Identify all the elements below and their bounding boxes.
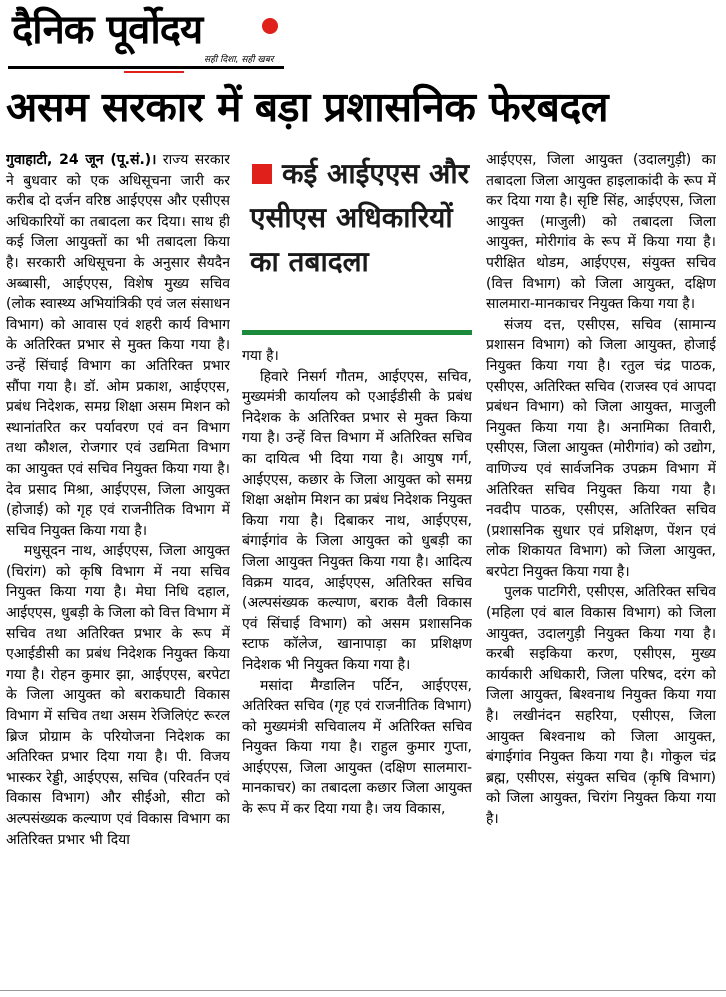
article-paragraph: मधुसूदन नाथ, आईएएस, जिला आयुक्त (चिरांग) को कृषि विभाग में नया सचिव नियुक्त किया गया है। मेघा निधि दहाल, आईएएस, धुबड़ी के जिला को वित्त विभाग में सचिव तथा अतिरिक्त प्रभार के रूप में एआईडीसी का प्रबंध निदेशक नियुक्त किया गया है। रोहन कुमार झा, आईएएस, बरपेटा के जिला आयुक्त को बराकघाटी विकास विभाग में सचिव तथा असम रेजिलिएंट रूरल ब्रिज प्रोग्राम के परियोजना निदेशक का अतिरिक्त प्रभार दिया गया है। पी. विजय भास्कर रेड्डी, आईएएस, सचिव (परिवर्तन एवं विकास विभाग) और सीईओ, सीटा को अल्पसंख्यक कल्याण एवं विकास विभाग का अतिरिक्त प्रभार भी दिया <box>6 543 230 848</box>
masthead <box>8 4 284 74</box>
article-column-2 <box>242 346 472 986</box>
newspaper-logo: दैनिक पूर्वोदय <box>12 7 203 53</box>
article-paragraph: आईएएस, जिला आयुक्त (उदालगुड़ी) का तबादला जिला आयुक्त हाइलाकांदी के रूप में कर दिया गया है। सृष्टि सिंह, आईएएस, जिला आयुक्त (माजुली) को तबादला जिला आयुक्त, मोरीगांव के रूप में किया गया है। परीक्षित थोडम, आईएएस, संयुक्त सचिव (वित्त विभाग) को जिला आयुक्त, दक्षिण सालमारा-मानकाचर नियुक्त किया गया है। <box>486 152 716 313</box>
article-paragraph: गया है। <box>242 348 279 364</box>
article-paragraph <box>6 150 230 541</box>
bottom-divider <box>0 990 726 991</box>
article-column-3 <box>486 150 716 986</box>
logo-tagline: सही दिशा, सही खबर <box>204 55 274 65</box>
subheadline: कई आईएएस और एसीएस अधिकारियों का तबादला <box>250 157 470 278</box>
article-paragraph: पुलक पाटगिरी, एसीएस, अतिरिक्त सचिव (महिला एवं बाल विकास विभाग) को जिला आयुक्त, उदालगुड़ी नियुक्त किया गया है। करबी सइकिया करण, एसीएस, मुख्य कार्यकारी अधिकारी, जिला परिषद, दरंग को जिला आयुक्त, बिश्वनाथ नियुक्त किया गया है। लखीनंदन सहरिया, एसीएस, जिला आयुक्त बिश्वनाथ को जिला आयुक्त, बंगाईगांव नियुक्त किया गया है। गोकुल चंद्र ब्रह्म, एसीएस, संयुक्त सचिव (कृषि विभाग) को जिला आयुक्त, चिरांग नियुक्त किया गया है। <box>486 584 716 827</box>
article-paragraph: संजय दत्त, एसीएस, सचिव (सामान्य प्रशासन विभाग) को जिला आयुक्त, होजाई नियुक्त किया गया है। रतुल चंद्र पाठक, एसीएस, अतिरिक्त सचिव (राजस्व एवं आपदा प्रबंधन विभाग) को जिला आयुक्त, माजुली नियुक्त किया गया है। अनामिका तिवारी, एसीएस, जिला आयुक्त (मोरीगांव) को उद्योग, वाणिज्य एवं सार्वजनिक उपक्रम विभाग में अतिरिक्त सचिव नियुक्त किया गया है। नवदीप पाठक, एसीएस, अतिरिक्त सचिव (प्रशासनिक सुधार एवं प्रशिक्षण, पेंशन एवं लोक शिकायत विभाग) को जिला आयुक्त, बरपेटा नियुक्त किया गया है। <box>486 316 716 580</box>
dateline: गुवाहाटी, 24 जून (पू.सं.)। <box>6 152 157 168</box>
headline: असम सरकार में बड़ा प्रशासनिक फेरबदल <box>6 83 609 131</box>
masthead-rule <box>8 66 284 69</box>
article-column-1 <box>6 150 230 980</box>
article-paragraph: हिवारे निसर्ग गौतम, आईएएस, सचिव, मुख्यमंत्री कार्यालय को एआईडीसी के प्रबंध निदेशक के अतिरिक्त प्रभार से मुक्त किया गया है। उन्हें वित्त विभाग में अतिरिक्त सचिव का दायित्व भी दिया गया है। आयुष गर्ग, आईएएस, कछार के जिला आयुक्त को समग्र शिक्षा अक्षोम मिशन का प्रबंध निदेशक नियुक्त किया गया है। दिबाकर नाथ, आईएएस, बंगाईगांव के जिला आयुक्त को धुबड़ी का जिला आयुक्त नियुक्त किया गया है। आदित्य विक्रम यादव, आईएएस, अतिरिक्त सचिव (अल्पसंख्यक कल्याण, बराक वैली विकास एवं सिंचाई विभाग) को असम प्रशासनिक स्टाफ कॉलेज, खानापाड़ा का प्रशिक्षण निदेशक भी नियुक्त किया गया है। <box>242 368 472 673</box>
subheadline-green-rule <box>242 330 472 335</box>
masthead-red-line <box>124 71 184 73</box>
logo-red-dot-icon <box>262 18 278 34</box>
article-paragraph: मसांदा मैग्डालिन पर्टिन, आईएएस, अतिरिक्त सचिव (गृह एवं राजनीतिक विभाग) को मुख्यमंत्री सचिवालय में अतिरिक्त सचिव नियुक्त किया गया है। राहुल कुमार गुप्ता, आईएएस, जिला आयुक्त (दक्षिण सालमारा-मानकाचर) का तबादला कछार जिला आयुक्त के रूप में कर दिया गया है। जय विकास, <box>242 677 472 818</box>
paragraph-text: राज्य सरकार ने बुधवार को एक अधिसूचना जारी कर करीब दो दर्जन वरिष्ठ आईएएस और एसीएस अधिकारियों का तबादला कर दिया। साथ ही कई जिला आयुक्तों का भी तबादला किया है। सरकारी अधिसूचना के अनुसार सैयदैन अब्बासी, आईएएस, विशेष मुख्य सचिव (लोक स्वास्थ्य अभियांत्रिकी एवं जल संसाधन विभाग) को आवास एवं शहरी कार्य विभाग के अतिरिक्त प्रभार से मुक्त किया गया है। उन्हें सिंचाई विभाग का अतिरिक्त प्रभार सौंपा गया है। डॉ. ओम प्रकाश, आईएएस, प्रबंध निदेशक, समग्र शिक्षा असम मिशन को स्थानांतरित कर पर्यावरण एवं वन विभाग तथा कौशल, रोजगार एवं उद्यमिता विभाग का आयुक्त एवं सचिव नियुक्त किया गया है। देव प्रसाद मिश्रा, आईएएस, जिला आयुक्त (होजाई) को गृह एवं राजनीतिक विभाग में सचिव नियुक्त किया गया है। <box>6 152 230 539</box>
subheadline-box <box>242 152 472 338</box>
